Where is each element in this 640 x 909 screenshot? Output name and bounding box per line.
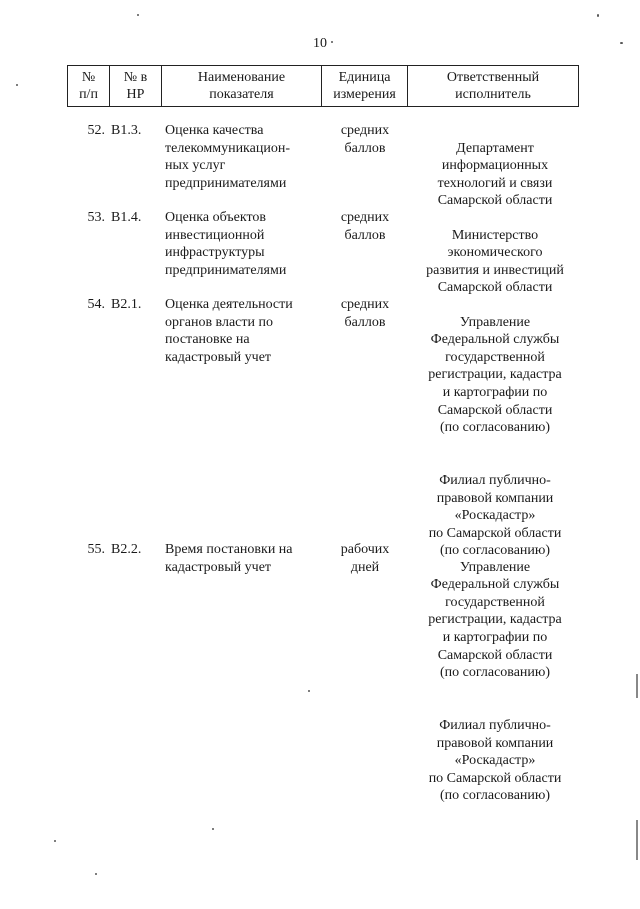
header-responsible: Ответственный исполнитель xyxy=(446,70,540,102)
scan-speck xyxy=(137,14,139,16)
responsible-entry: Департамент информационных технологий и связи Самарской области xyxy=(437,140,553,209)
scan-speck xyxy=(597,14,599,17)
row-indicator-name: Оценка качества телекоммуникацион- ных услуг предпринимателями xyxy=(165,123,291,191)
scan-speck xyxy=(620,42,623,44)
row-indicator-name: Время постановки на кадастровый учет xyxy=(165,542,293,575)
responsible-entry: Филиал публично- правовой компании «Роскадастр» по Самарской области (по согласованию) xyxy=(428,717,562,804)
responsible-entry: Филиал публично- правовой компании «Роскадастр» по Самарской области (по согласованию) xyxy=(428,472,562,559)
scan-edge-mark xyxy=(636,820,638,860)
header-nr-number: № в НР xyxy=(110,66,162,106)
responsible-entry: Управление Федеральной службы государственной регистрации, кадастра и картографии по Самарской области (по согласованию) xyxy=(428,559,562,681)
row-unit: средних баллов xyxy=(340,210,390,243)
table-header xyxy=(67,65,579,107)
header-number: № п/п xyxy=(68,66,110,106)
row-number: 52. xyxy=(87,123,105,138)
scan-edge-mark xyxy=(636,674,638,698)
row-responsible xyxy=(411,541,579,823)
row-code: В1.4. xyxy=(111,210,142,225)
scan-speck xyxy=(308,690,310,692)
scan-speck xyxy=(212,828,214,830)
header-unit: Единица измерения xyxy=(322,66,408,106)
row-number: 53. xyxy=(87,210,105,225)
scan-speck xyxy=(95,873,97,875)
row-code: В2.2. xyxy=(111,542,142,557)
header-indicator-name: Наименование показателя xyxy=(162,66,322,106)
scan-speck xyxy=(54,840,56,842)
row-number: 54. xyxy=(87,297,105,312)
row-number: 55. xyxy=(87,542,105,557)
responsible-entry: Управление Федеральной службы государственной регистрации, кадастра и картографии по Самарской области (по согласованию) xyxy=(428,314,562,436)
page-number: 10 xyxy=(313,36,327,51)
row-indicator-name: Оценка объектов инвестиционной инфраструктуры предпринимателями xyxy=(165,210,287,278)
row-responsible xyxy=(411,296,579,578)
row-unit: средних баллов xyxy=(340,123,390,156)
row-unit: рабочих дней xyxy=(340,542,390,575)
row-indicator-name: Оценка деятельности органов власти по постановке на кадастровый учет xyxy=(165,297,293,365)
scan-speck xyxy=(16,84,18,86)
responsible-entry: Министерство экономического развития и инвестиций Самарской области xyxy=(426,227,564,296)
row-code: В1.3. xyxy=(111,123,142,138)
row-code: В2.1. xyxy=(111,297,142,312)
scan-speck xyxy=(331,41,333,43)
row-unit: средних баллов xyxy=(340,297,390,330)
